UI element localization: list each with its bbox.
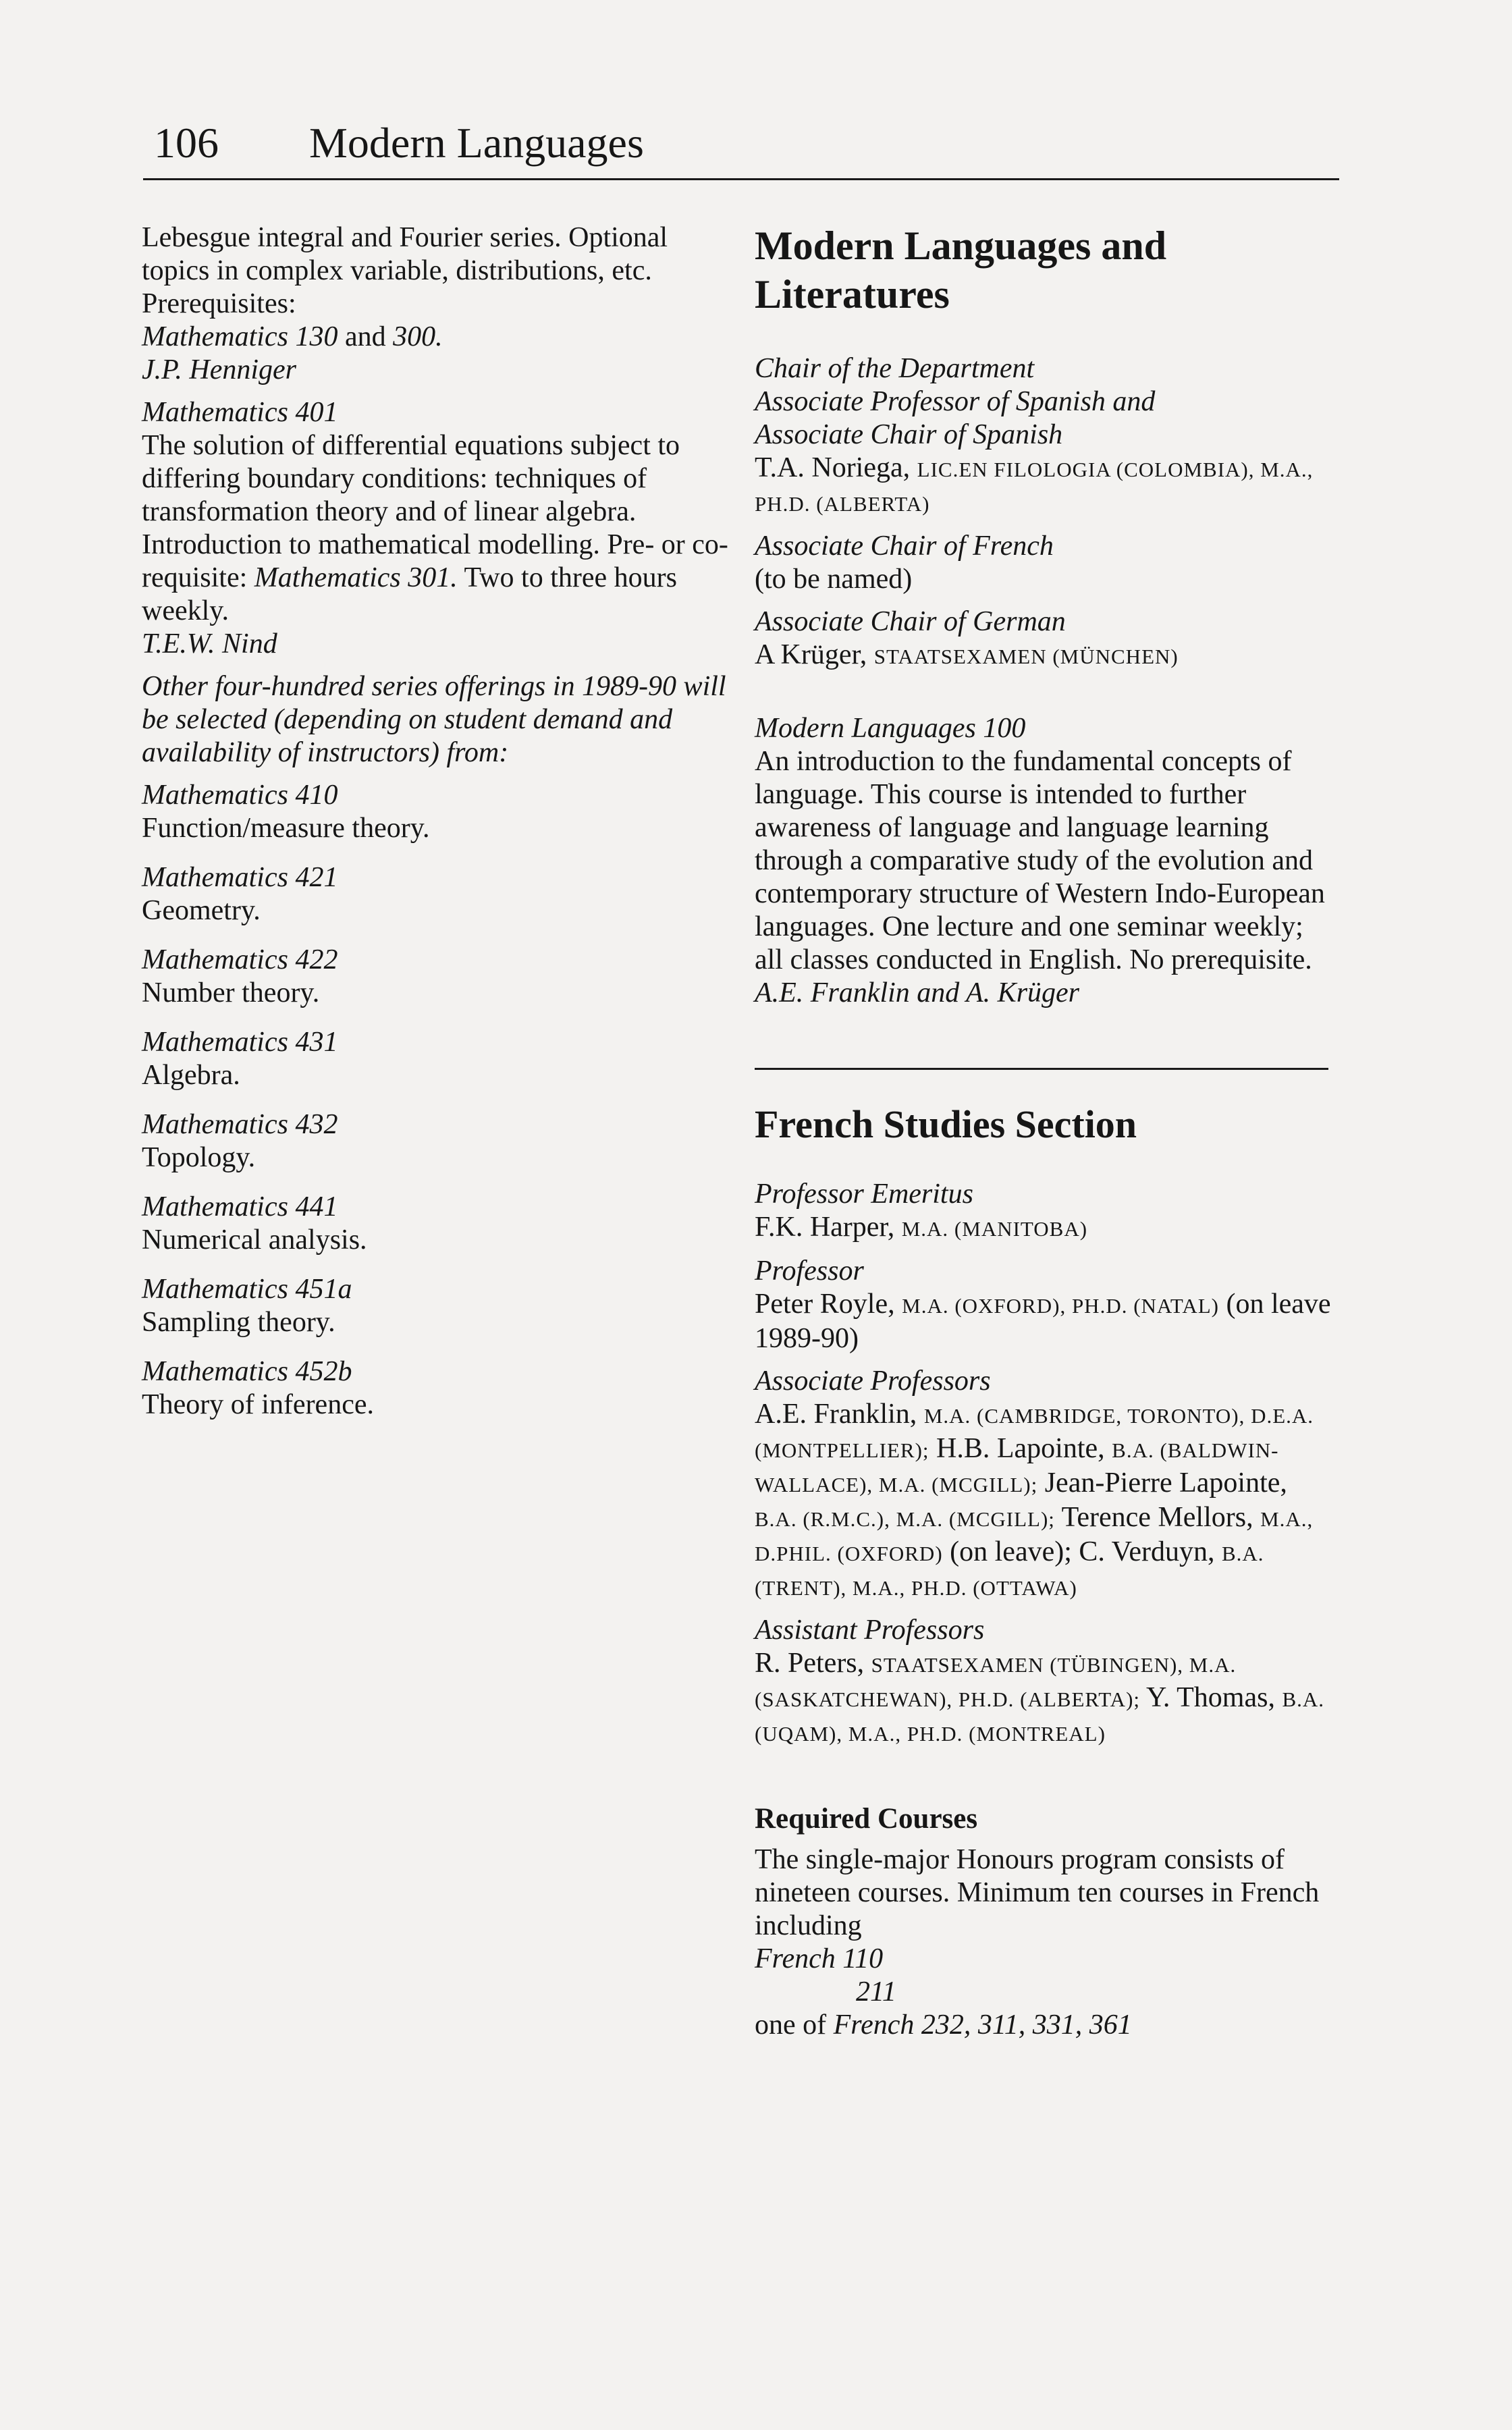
department-title: Modern Languages and Literatures [755, 223, 1167, 317]
right-column [755, 221, 1335, 2042]
header-rule [143, 178, 1339, 180]
continued-prereq-a: Mathematics 130 [142, 321, 338, 352]
required-course-line [755, 2009, 1335, 2042]
course-ml-100 [755, 712, 1335, 1010]
section-title: French Studies Section [755, 1102, 1137, 1146]
left-column [142, 221, 729, 1438]
faculty-name: A.E. Franklin, [755, 1399, 917, 1430]
assistant-label: Assistant Professors [755, 1615, 985, 1646]
course-title: Modern Languages 100 [755, 713, 1026, 744]
faculty-credentials: M.A., D.PHIL. (OXFORD) [755, 1507, 1314, 1565]
offerings-note: Other four-hundred series offerings in 1989-90 will be selected (depending on student demand and availability of instructors) from: [142, 671, 726, 768]
german-chair-block [755, 605, 1335, 673]
required-courses-heading: Required Courses [755, 1803, 978, 1835]
faculty-name: Y. Thomas, [1145, 1682, 1275, 1713]
emeritus-name: F.K. Harper, [755, 1212, 895, 1243]
professor-note: (on leave 1989-90) [755, 1289, 1331, 1354]
continued-prereq-b: 300. [393, 321, 443, 352]
required-prefix: one of [755, 2009, 827, 2041]
course-instructors: A.E. Franklin and A. Krüger [755, 977, 1080, 1008]
faculty-name: Jean-Pierre Lapointe, [1044, 1467, 1287, 1498]
continued-and: and [344, 321, 386, 352]
german-chair-name: A Krüger, [755, 639, 867, 670]
french-chair-label: Associate Chair of French [755, 531, 1054, 562]
required-courses-text: The single-major Honours program consists of nineteen courses. Minimum ten courses in French including [755, 1844, 1320, 1941]
required-course-options: French 232, 311, 331, 361 [833, 2009, 1132, 2041]
professor-credentials: M.A. (OXFORD), PH.D. (NATAL) [902, 1294, 1219, 1318]
chair-role-line-2: Associate Chair of Spanish [755, 419, 1063, 450]
course-prereq: Mathematics 301. [254, 562, 458, 593]
course-title: Mathematics 441 [142, 1191, 338, 1222]
course-title: Mathematics 422 [142, 944, 338, 975]
chair-role-line-1: Associate Professor of Spanish and [755, 386, 1156, 417]
spacer [755, 1026, 1335, 1056]
course-description: Topology. [142, 1142, 256, 1173]
emeritus-label: Professor Emeritus [755, 1179, 973, 1210]
course-description: Algebra. [142, 1060, 240, 1091]
course-description: Numerical analysis. [142, 1224, 367, 1256]
course-list-item [142, 944, 729, 1010]
course-title: Mathematics 431 [142, 1027, 338, 1058]
german-chair-credentials: STAATSEXAMEN (MÜNCHEN) [873, 645, 1179, 668]
spacer [755, 1760, 1335, 1802]
course-description: The solution of differential equations subject to differing boundary conditions: techniques of transformation theory and of linear algebra. Introduction to mathematical modelling. Pre- or co-requisite: [142, 430, 728, 593]
associate-professors-block [755, 1365, 1335, 1604]
faculty-name: R. Peters, [755, 1648, 865, 1679]
course-description: Function/measure theory. [142, 813, 430, 844]
course-description: Sampling theory. [142, 1307, 335, 1338]
course-math-401 [142, 396, 729, 661]
chair-label: Chair of the Department [755, 353, 1035, 384]
professor-block [755, 1255, 1335, 1355]
course-title: Mathematics 451a [142, 1274, 352, 1305]
course-title: Mathematics 452b [142, 1356, 352, 1387]
faculty-credentials: B.A. (UQAM), M.A., PH.D. (MONTREAL) [755, 1688, 1325, 1746]
course-title: Mathematics 401 [142, 397, 338, 428]
course-title: Mathematics 410 [142, 780, 338, 811]
continued-instructor: J.P. Henniger [142, 354, 297, 385]
assistant-professors-block [755, 1614, 1335, 1750]
chair-block [755, 352, 1335, 520]
course-instructor: T.E.W. Nind [142, 628, 277, 659]
professor-name: Peter Royle, [755, 1289, 895, 1320]
required-course-line: 211 [856, 1976, 896, 2007]
course-description: An introduction to the fundamental concepts of language. This course is intended to further awareness of language and language learning through a comparative study of the evolution and contemporary structure of Western Indo-European languages. One lecture and one seminar weekly; all classes conducted in English. No prerequisite. [755, 746, 1325, 975]
section-divider [755, 1068, 1328, 1070]
professor-label: Professor [755, 1256, 864, 1287]
german-chair-label: Associate Chair of German [755, 606, 1066, 637]
course-list-item [142, 1355, 729, 1422]
faculty-name: C. Verduyn, [1079, 1536, 1215, 1567]
faculty-credentials: STAATSEXAMEN (TÜBINGEN), M.A. (SASKATCHEWAN), PH.D. (ALBERTA); [755, 1653, 1237, 1711]
faculty-credentials: M.A. (CAMBRIDGE, TORONTO), D.E.A. (MONTPELLIER); [755, 1404, 1314, 1462]
course-list-item [142, 1026, 729, 1092]
faculty-name: H.B. Lapointe, [936, 1433, 1105, 1464]
chair-name: T.A. Noriega, [755, 452, 911, 483]
continued-course [142, 221, 729, 387]
course-list-item [142, 1191, 729, 1257]
continued-description: Lebesgue integral and Fourier series. Optional topics in complex variable, distributions, etc. Prerequisites: [142, 222, 668, 319]
page-header [154, 116, 1336, 170]
faculty-name: Terence Mellors, [1061, 1502, 1253, 1533]
running-title: Modern Languages [309, 119, 644, 167]
course-description: Geometry. [142, 895, 261, 926]
course-description: Theory of inference. [142, 1389, 374, 1420]
french-chair-block [755, 530, 1335, 596]
emeritus-block [755, 1178, 1335, 1245]
spacer [755, 682, 1335, 712]
page-number: 106 [154, 119, 219, 167]
emeritus-credentials: M.A. (MANITOBA) [901, 1217, 1088, 1241]
faculty-note: (on leave); [950, 1536, 1072, 1567]
course-list-item [142, 1273, 729, 1339]
course-description: Number theory. [142, 977, 320, 1008]
course-list-item [142, 1108, 729, 1174]
french-chair-name: (to be named) [755, 564, 913, 595]
course-hours: Two to three hours weekly. [142, 562, 677, 626]
associate-label: Associate Professors [755, 1366, 991, 1397]
faculty-credentials: B.A. (BALDWIN-WALLACE), M.A. (MCGILL); [755, 1438, 1279, 1496]
course-title: Mathematics 432 [142, 1109, 338, 1140]
course-title: Mathematics 421 [142, 862, 338, 893]
course-list-item [142, 779, 729, 845]
required-course-line: French 110 [755, 1943, 884, 1974]
chair-credentials: LIC.EN FILOLOGIA (COLOMBIA), M.A., PH.D. (ALBERTA) [755, 458, 1314, 516]
faculty-credentials: B.A. (TRENT), M.A., PH.D. (OTTAWA) [755, 1542, 1264, 1600]
course-list-item [142, 861, 729, 927]
faculty-credentials: B.A. (R.M.C.), M.A. (MCGILL); [755, 1507, 1055, 1531]
